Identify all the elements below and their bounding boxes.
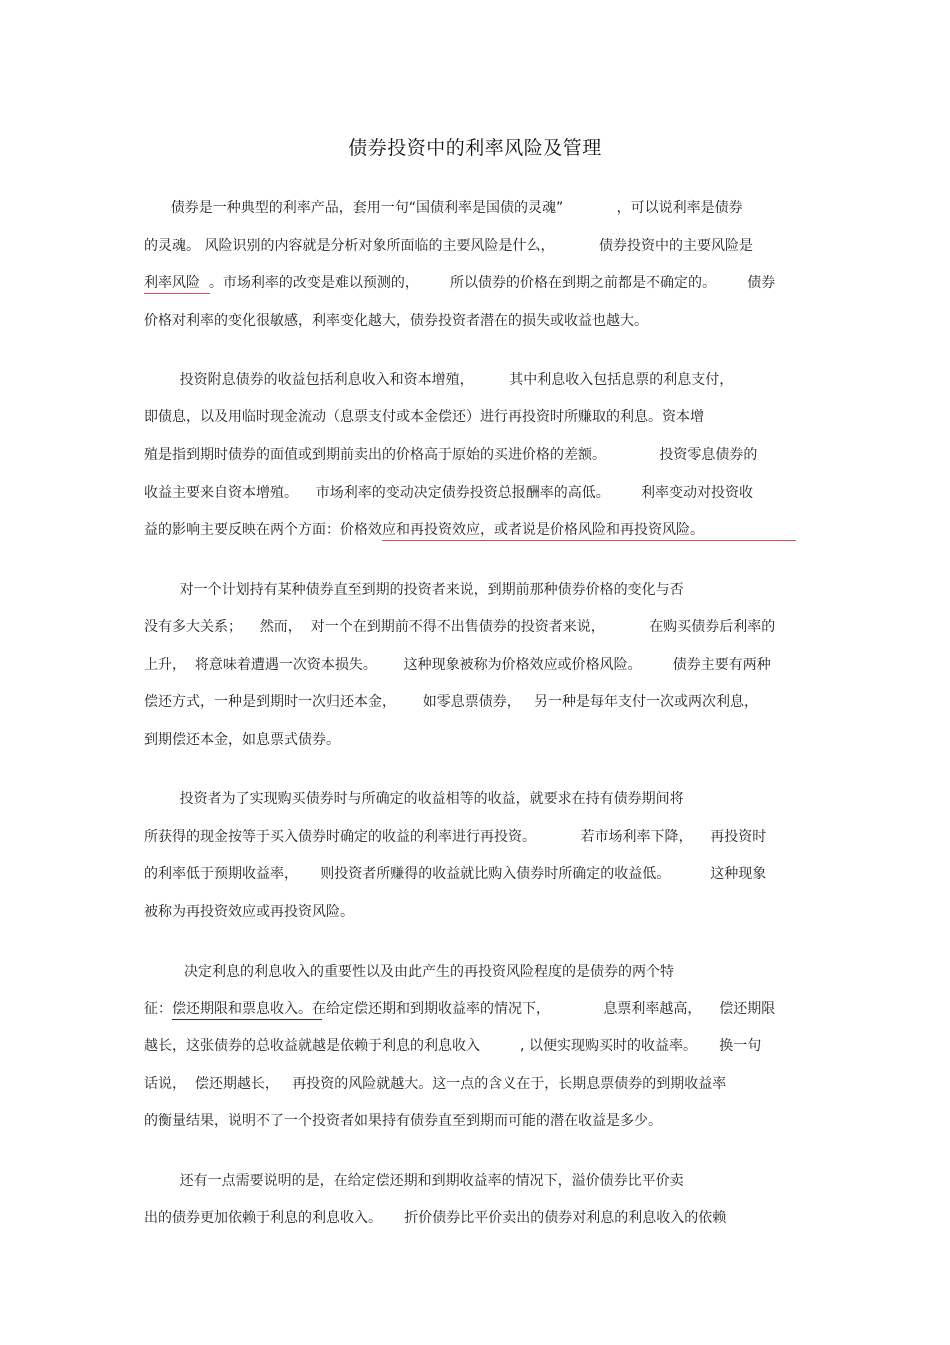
paragraph-line: 话说， 偿还期越长， 再投资的风险就越大。这一点的含义在于，长期息票债券的到期收益率 (144, 1076, 727, 1092)
underline-mark (172, 1019, 322, 1020)
paragraph-line: 对一个计划持有某种债券直至到期的投资者来说，到期前那种债券价格的变化与否 (144, 582, 684, 598)
paragraph-line: 上升， 将意味着遭遇一次资本损失。 这种现象被称为价格效应或价格风险。 债券主要有两种 (144, 657, 771, 673)
paragraph-line: 征：偿还期限和票息收入。在给定偿还期和到期收益率的情况下， 息票利率越高， 偿还期限 (144, 1001, 776, 1017)
paragraph-line: 的灵魂。 风险识别的内容就是分析对象所面临的主要风险是什么， 债券投资中的主要风险是 (144, 238, 753, 254)
paragraph-line: 益的影响主要反映在两个方面：价格效应和再投资效应，或者说是价格风险和再投资风险。 (144, 522, 704, 538)
paragraph-line: 收益主要来自资本增殖。 市场利率的变动决定债券投资总报酬率的高低。 利率变动对投资收 (144, 485, 753, 501)
paragraph-line: 出的债券更加依赖于利息的利息收入。 折价债券比平价卖出的债券对利息的利息收入的依赖 (144, 1210, 727, 1226)
paragraph-line: 偿还方式，一种是到期时一次归还本金， 如零息票债券， 另一种是每年支付一次或两次利息， (144, 694, 759, 710)
paragraph-line: 所获得的现金按等于买入债券时确定的收益的利率进行再投资。 若市场利率下降， 再投资时 (144, 829, 767, 845)
paragraph-line: 越长，这张债券的总收益就越是依赖于利息的利息收入 , 以便实现购买时的收益率。 换一句 (144, 1038, 762, 1054)
paragraph-line: 被称为再投资效应或再投资风险。 (144, 904, 354, 920)
paragraph-line: 价格对利率的变化很敏感，利率变化越大，债券投资者潜在的损失或收益也越大。 (144, 313, 648, 329)
paragraph-line: 没有多大关系； 然而， 对一个在到期前不得不出售债券的投资者来说， 在购买债券后利率的 (144, 619, 776, 635)
paragraph-line: 即债息，以及用临时现金流动（息票支付或本金偿还）进行再投资时所赚取的利息。资本增 (144, 409, 704, 425)
paragraph-line: 还有一点需要说明的是，在给定偿还期和到期收益率的情况下，溢价债券比平价卖 (144, 1173, 684, 1189)
paragraph-line: 决定利息的利息收入的重要性以及由此产生的再投资风险程度的是债券的两个特 (144, 964, 675, 980)
paragraph-line: 到期偿还本金，如息票式债券。 (144, 732, 340, 748)
paragraph-line: 的利率低于预期收益率， 则投资者所赚得的收益就比购入债券时所确定的收益低。 这种现象 (144, 866, 767, 882)
paragraph-line: 投资附息债券的收益包括利息收入和资本增殖， 其中利息收入包括息票的利息支付， (144, 372, 734, 388)
paragraph-line: 的衡量结果，说明不了一个投资者如果持有债券直至到期而可能的潜在收益是多少。 (144, 1113, 662, 1129)
underline-mark (144, 293, 210, 294)
paragraph-line: 殖是指到期时债券的面值或到期前卖出的价格高于原始的买进价格的差额。 投资零息债券的 (144, 447, 758, 463)
paragraph-line: 利率风险 。市场利率的改变是难以预测的， 所以债券的价格在到期之前都是不确定的。 债券 (144, 275, 776, 291)
underline-mark (382, 540, 796, 541)
document-title: 债券投资中的利率风险及管理 (348, 137, 602, 159)
paragraph-line: 债券是一种典型的利率产品，套用一句“国债利率是国债的灵魂” ，可以说利率是债券 (144, 200, 743, 216)
paragraph-line: 投资者为了实现购买债券时与所确定的收益相等的收益，就要求在持有债券期间将 (144, 791, 684, 807)
